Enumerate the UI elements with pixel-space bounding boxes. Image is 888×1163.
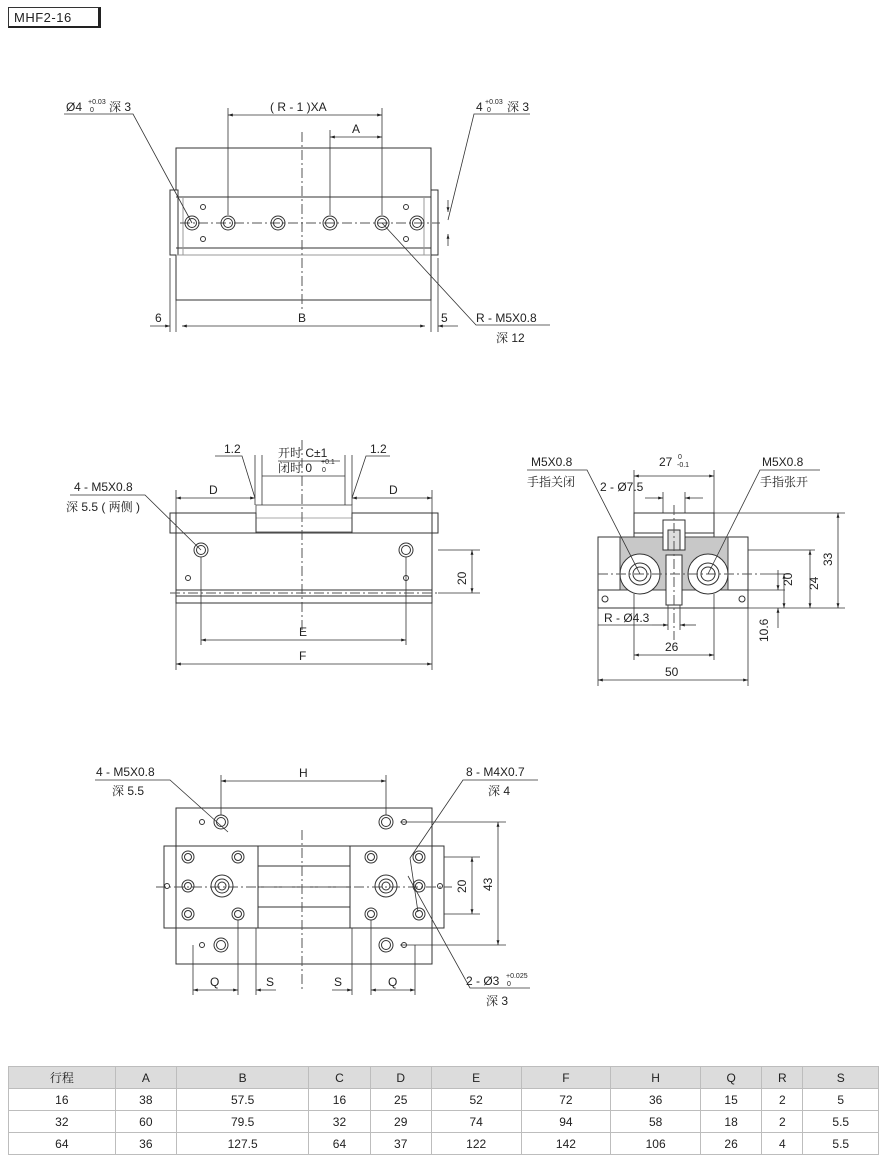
spec-table (8, 1066, 879, 1155)
table-header-cell: E (431, 1067, 521, 1089)
dim-6-label: 6 (155, 311, 162, 325)
dim-50-label: 50 (665, 665, 679, 679)
dim-s-right-label: S (334, 975, 343, 989)
table-cell: 16 (309, 1089, 370, 1111)
table-header-cell: B (176, 1067, 308, 1089)
table-cell: 94 (521, 1111, 611, 1133)
table-row (9, 1133, 879, 1155)
pitch-dim-label: ( R - 1 )XA (270, 100, 327, 114)
table-cell: 29 (370, 1111, 431, 1133)
table-cell: 36 (611, 1089, 701, 1111)
table-cell: 5.5 (803, 1111, 879, 1133)
dim-27-tol-upper: 0 (678, 454, 682, 461)
bottom-thread-left-label: 4 - M5X0.8 (96, 765, 155, 779)
closed-tol-upper: +0.1 (321, 459, 335, 466)
front-view (70, 440, 480, 670)
closed-tol-lower: 0 (322, 467, 326, 474)
dim-20-label: 20 (455, 571, 469, 585)
dim-5-label: 5 (441, 311, 448, 325)
right-slot-depth: 深 3 (507, 100, 530, 114)
table-header-cell: C (309, 1067, 370, 1089)
table-cell: 142 (521, 1133, 611, 1155)
dim-26-label: 26 (665, 640, 679, 654)
top-view (64, 108, 550, 332)
drawing-title: MHF2-16 (8, 7, 101, 28)
table-cell: 15 (700, 1089, 761, 1111)
table-header-cell: R (762, 1067, 803, 1089)
pin-hole-tol-upper: +0.025 (506, 973, 528, 980)
pin-hole-depth: 深 3 (486, 994, 509, 1008)
table-cell: 37 (370, 1133, 431, 1155)
pin-hole-label: 2 - Ø3 (466, 974, 500, 988)
right-slot-tol-lower: 0 (487, 107, 491, 114)
table-header-cell: 行程 (9, 1067, 116, 1089)
table-cell: 36 (115, 1133, 176, 1155)
dim-10-6-label: 10.6 (757, 618, 771, 642)
dim-d-left-label: D (209, 483, 218, 497)
mounting-hole (185, 205, 424, 242)
table-row (9, 1111, 879, 1133)
dim-f-label: F (299, 649, 307, 663)
pin-hole-tol-lower: 0 (507, 981, 511, 988)
table-row (9, 1089, 879, 1111)
dim-27-label: 27 (659, 455, 673, 469)
left-hole-label: Ø4 (66, 100, 83, 114)
left-hole-tol-upper: +0.03 (88, 99, 106, 106)
table-cell: 52 (431, 1089, 521, 1111)
left-finger-note: 手指关闭 (527, 475, 576, 489)
table-header-row (9, 1067, 879, 1089)
table-cell: 58 (611, 1111, 701, 1133)
table-cell: 2 (762, 1111, 803, 1133)
dim-24-label: 24 (807, 576, 821, 590)
dim-43-label: 43 (481, 877, 495, 891)
right-slot-label: 4 (476, 100, 483, 114)
table-cell: 72 (521, 1089, 611, 1111)
table-cell: 4 (762, 1133, 803, 1155)
dim-a-label: A (352, 122, 361, 136)
dim-s-left-label: S (266, 975, 275, 989)
table-cell: 64 (309, 1133, 370, 1155)
side-view (527, 470, 845, 686)
dim-e-label: E (299, 625, 308, 639)
right-slot-tol-upper: +0.03 (485, 99, 503, 106)
table-cell: 5 (803, 1089, 879, 1111)
thread-label: R - M5X0.8 (476, 311, 537, 325)
gap-right-label: 1.2 (370, 442, 387, 456)
table-header-cell: F (521, 1067, 611, 1089)
left-thread-label: M5X0.8 (531, 455, 573, 469)
front-view-labels (66, 442, 469, 663)
table-header-cell: D (370, 1067, 431, 1089)
left-hole-depth: 深 3 (109, 100, 132, 114)
closed-stroke-label: 闭时 0 (278, 461, 313, 475)
table-header-cell: S (803, 1067, 879, 1089)
dim-b-label: B (298, 311, 307, 325)
dim-33-label: 33 (821, 552, 835, 566)
right-finger-note: 手指张开 (760, 475, 809, 489)
table-cell: 74 (431, 1111, 521, 1133)
thread-depth-label: 深 12 (496, 331, 525, 345)
pin-label: 2 - Ø7.5 (600, 480, 644, 494)
table-cell: 32 (309, 1111, 370, 1133)
dim-q-left-label: Q (210, 975, 220, 989)
dim-20-side-label: 20 (781, 572, 795, 586)
right-thread-label: M5X0.8 (762, 455, 804, 469)
table-cell: 32 (9, 1111, 116, 1133)
table-cell: 18 (700, 1111, 761, 1133)
open-stroke-label: 开时 C±1 (278, 446, 328, 460)
bottom-thread-right-label: 8 - M4X0.7 (466, 765, 525, 779)
bottom-thread-right-depth: 深 4 (488, 784, 511, 798)
table-header-cell: Q (700, 1067, 761, 1089)
table-cell: 38 (115, 1089, 176, 1111)
table-cell: 60 (115, 1111, 176, 1133)
body-outline (176, 148, 431, 300)
dim-q-right-label: Q (388, 975, 398, 989)
table-cell: 79.5 (176, 1111, 308, 1133)
bottom-view (95, 775, 538, 995)
table-header-cell: H (611, 1067, 701, 1089)
table-cell: 122 (431, 1133, 521, 1155)
hole-label: R - Ø4.3 (604, 611, 650, 625)
side-thread-label: 4 - M5X0.8 (74, 480, 133, 494)
bottom-thread-left-depth: 深 5.5 (112, 784, 145, 798)
table-cell: 2 (762, 1089, 803, 1111)
dim-27-tol-lower: -0.1 (677, 462, 690, 469)
table-cell: 64 (9, 1133, 116, 1155)
table-cell: 106 (611, 1133, 701, 1155)
table-header-cell: A (115, 1067, 176, 1089)
gap-left-label: 1.2 (224, 442, 241, 456)
dim-h-label: H (299, 766, 308, 780)
left-hole-tol-lower: 0 (90, 107, 94, 114)
table-cell: 127.5 (176, 1133, 308, 1155)
dim-d-right-label: D (389, 483, 398, 497)
table-cell: 5.5 (803, 1133, 879, 1155)
table-cell: 25 (370, 1089, 431, 1111)
dim-20-bottom-label: 20 (455, 879, 469, 893)
table-cell: 16 (9, 1089, 116, 1111)
table-cell: 26 (700, 1133, 761, 1155)
side-thread-depth: 深 5.5 ( 两侧 ) (66, 500, 141, 514)
table-cell: 57.5 (176, 1089, 308, 1111)
